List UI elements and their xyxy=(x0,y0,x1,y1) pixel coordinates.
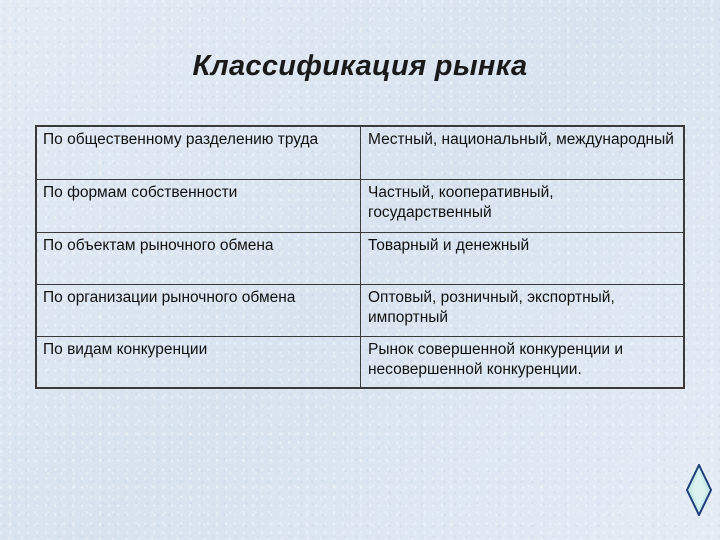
table-row xyxy=(36,180,684,233)
criterion-cell: По организации рыночного обмена xyxy=(36,285,361,337)
table-row xyxy=(36,285,684,337)
table-row xyxy=(36,126,684,180)
types-cell: Местный, национальный, международный xyxy=(361,126,685,180)
types-cell: Рынок совершенной конкуренции и несовершенной конкуренции. xyxy=(361,337,685,389)
slide-title: Классификация рынка xyxy=(192,50,528,82)
criterion-cell: По общественному разделению труда xyxy=(36,126,361,180)
types-cell: Частный, кооперативный, государственный xyxy=(361,180,685,233)
table-row xyxy=(36,233,684,285)
types-cell: Товарный и денежный xyxy=(361,233,685,285)
diamond-nav-icon[interactable] xyxy=(686,464,712,516)
criterion-cell: По видам конкуренции xyxy=(36,337,361,389)
criterion-cell: По объектам рыночного обмена xyxy=(36,233,361,285)
classification-table xyxy=(35,125,685,389)
criterion-cell: По формам собственности xyxy=(36,180,361,233)
types-cell: Оптовый, розничный, экспортный, импортный xyxy=(361,285,685,337)
table-row xyxy=(36,337,684,389)
